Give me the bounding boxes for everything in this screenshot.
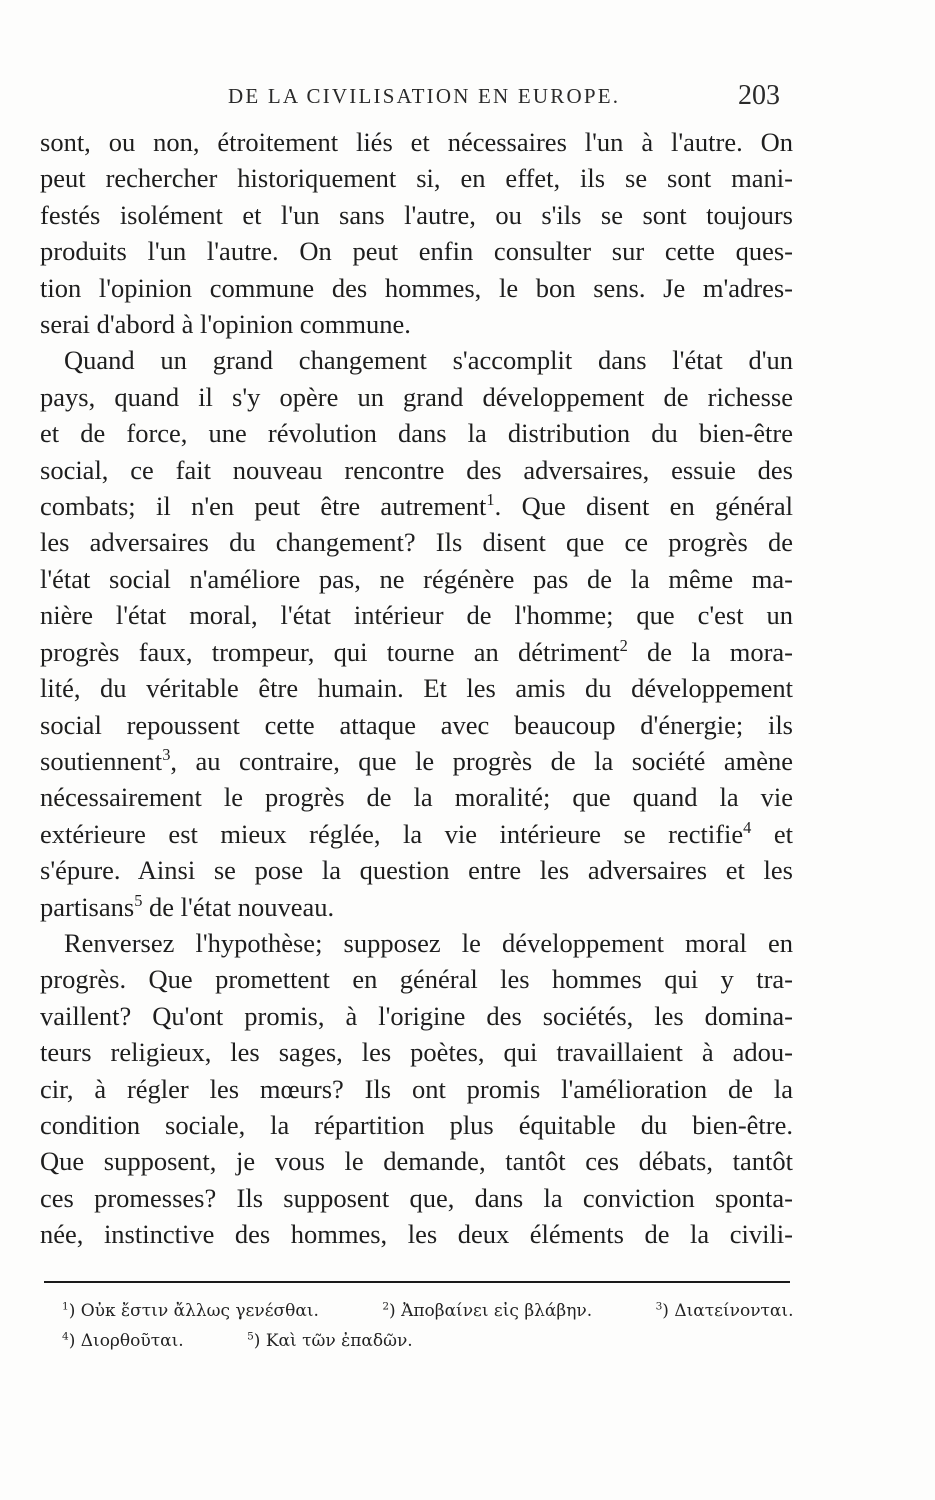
footnote-line [62,1326,792,1356]
text-line: lité, du véritable être humain. Et les amis du développement [40,673,793,704]
text-fragment: . Que disent en général [494,491,793,522]
text-fragment: partisans [40,891,135,922]
footnotes [62,1296,792,1356]
body-text [40,124,793,1253]
running-title: DE LA CIVILISATION EN EUROPE. [228,84,621,108]
text-fragment: soutiennent [40,745,163,776]
footnote-text: Ἀποβαίνει εἰς βλάβην. [401,1301,593,1321]
text-line: social, ce fait nouveau rencontre des adversaires, essuie des [40,454,793,485]
text-fragment: de la mora- [627,636,793,667]
text-line: vaillent? Qu'ont promis, à l'origine des sociétés, les domina- [40,1000,793,1031]
text-line: teurs religieux, les sages, les poètes, qui travaillaient à adou- [40,1037,793,1068]
note-marker: 4 [743,817,752,837]
footnote-divider [44,1281,790,1283]
text-line: social repoussent cette attaque avec beaucoup d'énergie; ils [40,709,793,740]
text-line: progrès. Que promettent en général les hommes qui y tra- [40,964,793,995]
note-marker: 1 [486,490,495,510]
footnote-marker: 4 [62,1330,69,1343]
text-line: pays, quand il s'y opère un grand développement de richesse [40,381,793,412]
text-line: produits l'un l'autre. On peut enfin consulter sur cette ques- [40,236,793,267]
footnote: $^2$) Ἀποβαίνει εἰς βλάβην. [382,1300,593,1321]
text-line: cir, à régler les mœurs? Ils ont promis l'amélioration de la [40,1073,793,1104]
footnote-marker: 1 [62,1300,69,1313]
text-line: l'état social n'améliore pas, ne régénère pas de la même ma- [40,563,793,594]
text-line: nière l'état moral, l'état intérieur de l'homme; que c'est un [40,600,793,631]
footnote-marker: 3 [655,1300,663,1313]
footnote-text: Διατείνονται. [674,1301,794,1321]
text-line: serai d'abord à l'opinion commune. [40,309,411,340]
text-line: tion l'opinion commune des hommes, le bon sens. Je m'adres- [40,272,793,303]
text-line: Renversez l'hypothèse; supposez le développement moral en [64,927,793,958]
text-line: s'épure. Ainsi se pose la question entre les adversaires et les [40,855,793,886]
text-line: et de force, une révolution dans la distribution du bien-être [40,418,793,449]
text-line [40,634,793,670]
text-line [40,816,793,852]
footnote-text: Καὶ τῶν ἐπαδῶν. [265,1331,413,1351]
note-marker: 3 [162,745,171,765]
text-line: ces promesses? Ils supposent que, dans la conviction sponta- [40,1182,793,1213]
text-line: nécessairement le progrès de la moralité; que quand la vie [40,782,793,813]
text-fragment: combats; il n'en peut être autrement [40,491,487,522]
text-fragment: et [751,818,793,849]
text-line [40,488,793,524]
footnote-text: Οὐκ ἔστιν ἄλλως γενέσθαι. [80,1301,319,1321]
text-line: née, instinctive des hommes, les deux éléments de la civili- [40,1219,793,1250]
text-fragment: progrès faux, trompeur, qui tourne an détriment [40,636,620,667]
footnote-text: Διορθοῦται. [80,1331,184,1351]
page-number: 203 [738,80,780,111]
text-line [40,743,793,779]
text-line [40,889,793,925]
footnote: $^5$) Καὶ τῶν ἐπαδῶν. [247,1330,413,1351]
text-fragment: , au contraire, que le progrès de la société amène [170,745,793,776]
footnote-line [62,1296,792,1326]
footnote: $^4$) Διορθοῦται. [62,1330,184,1351]
text-fragment: extérieure est mieux réglée, la vie intérieure se rectifie [40,818,744,849]
note-marker: 2 [619,635,628,655]
footnote: $^1$) Οὐκ ἔστιν ἄλλως γενέσθαι. [62,1300,319,1321]
text-line: sont, ou non, étroitement liés et nécessaires l'un à l'autre. On [40,127,793,157]
footnote-marker: 2 [382,1300,390,1313]
text-line: Quand un grand changement s'accomplit dans l'état d'un [64,345,793,376]
text-line: Que supposent, je vous le demande, tantôt ces débats, tantôt [40,1146,793,1177]
note-marker: 5 [134,890,143,910]
text-line: festés isolément et l'un sans l'autre, ou s'ils se sont toujours [40,199,793,230]
footnote: $^3$) Διατείνονται. [655,1300,794,1321]
text-fragment: de l'état nouveau. [142,891,335,922]
footnote-marker: 5 [247,1330,254,1343]
text-line: peut rechercher historiquement si, en effet, ils se sont mani- [40,163,793,194]
text-line: condition sociale, la répartition plus équitable du bien-être. [40,1109,793,1140]
text-line: les adversaires du changement? Ils disent que ce progrès de [40,527,793,558]
